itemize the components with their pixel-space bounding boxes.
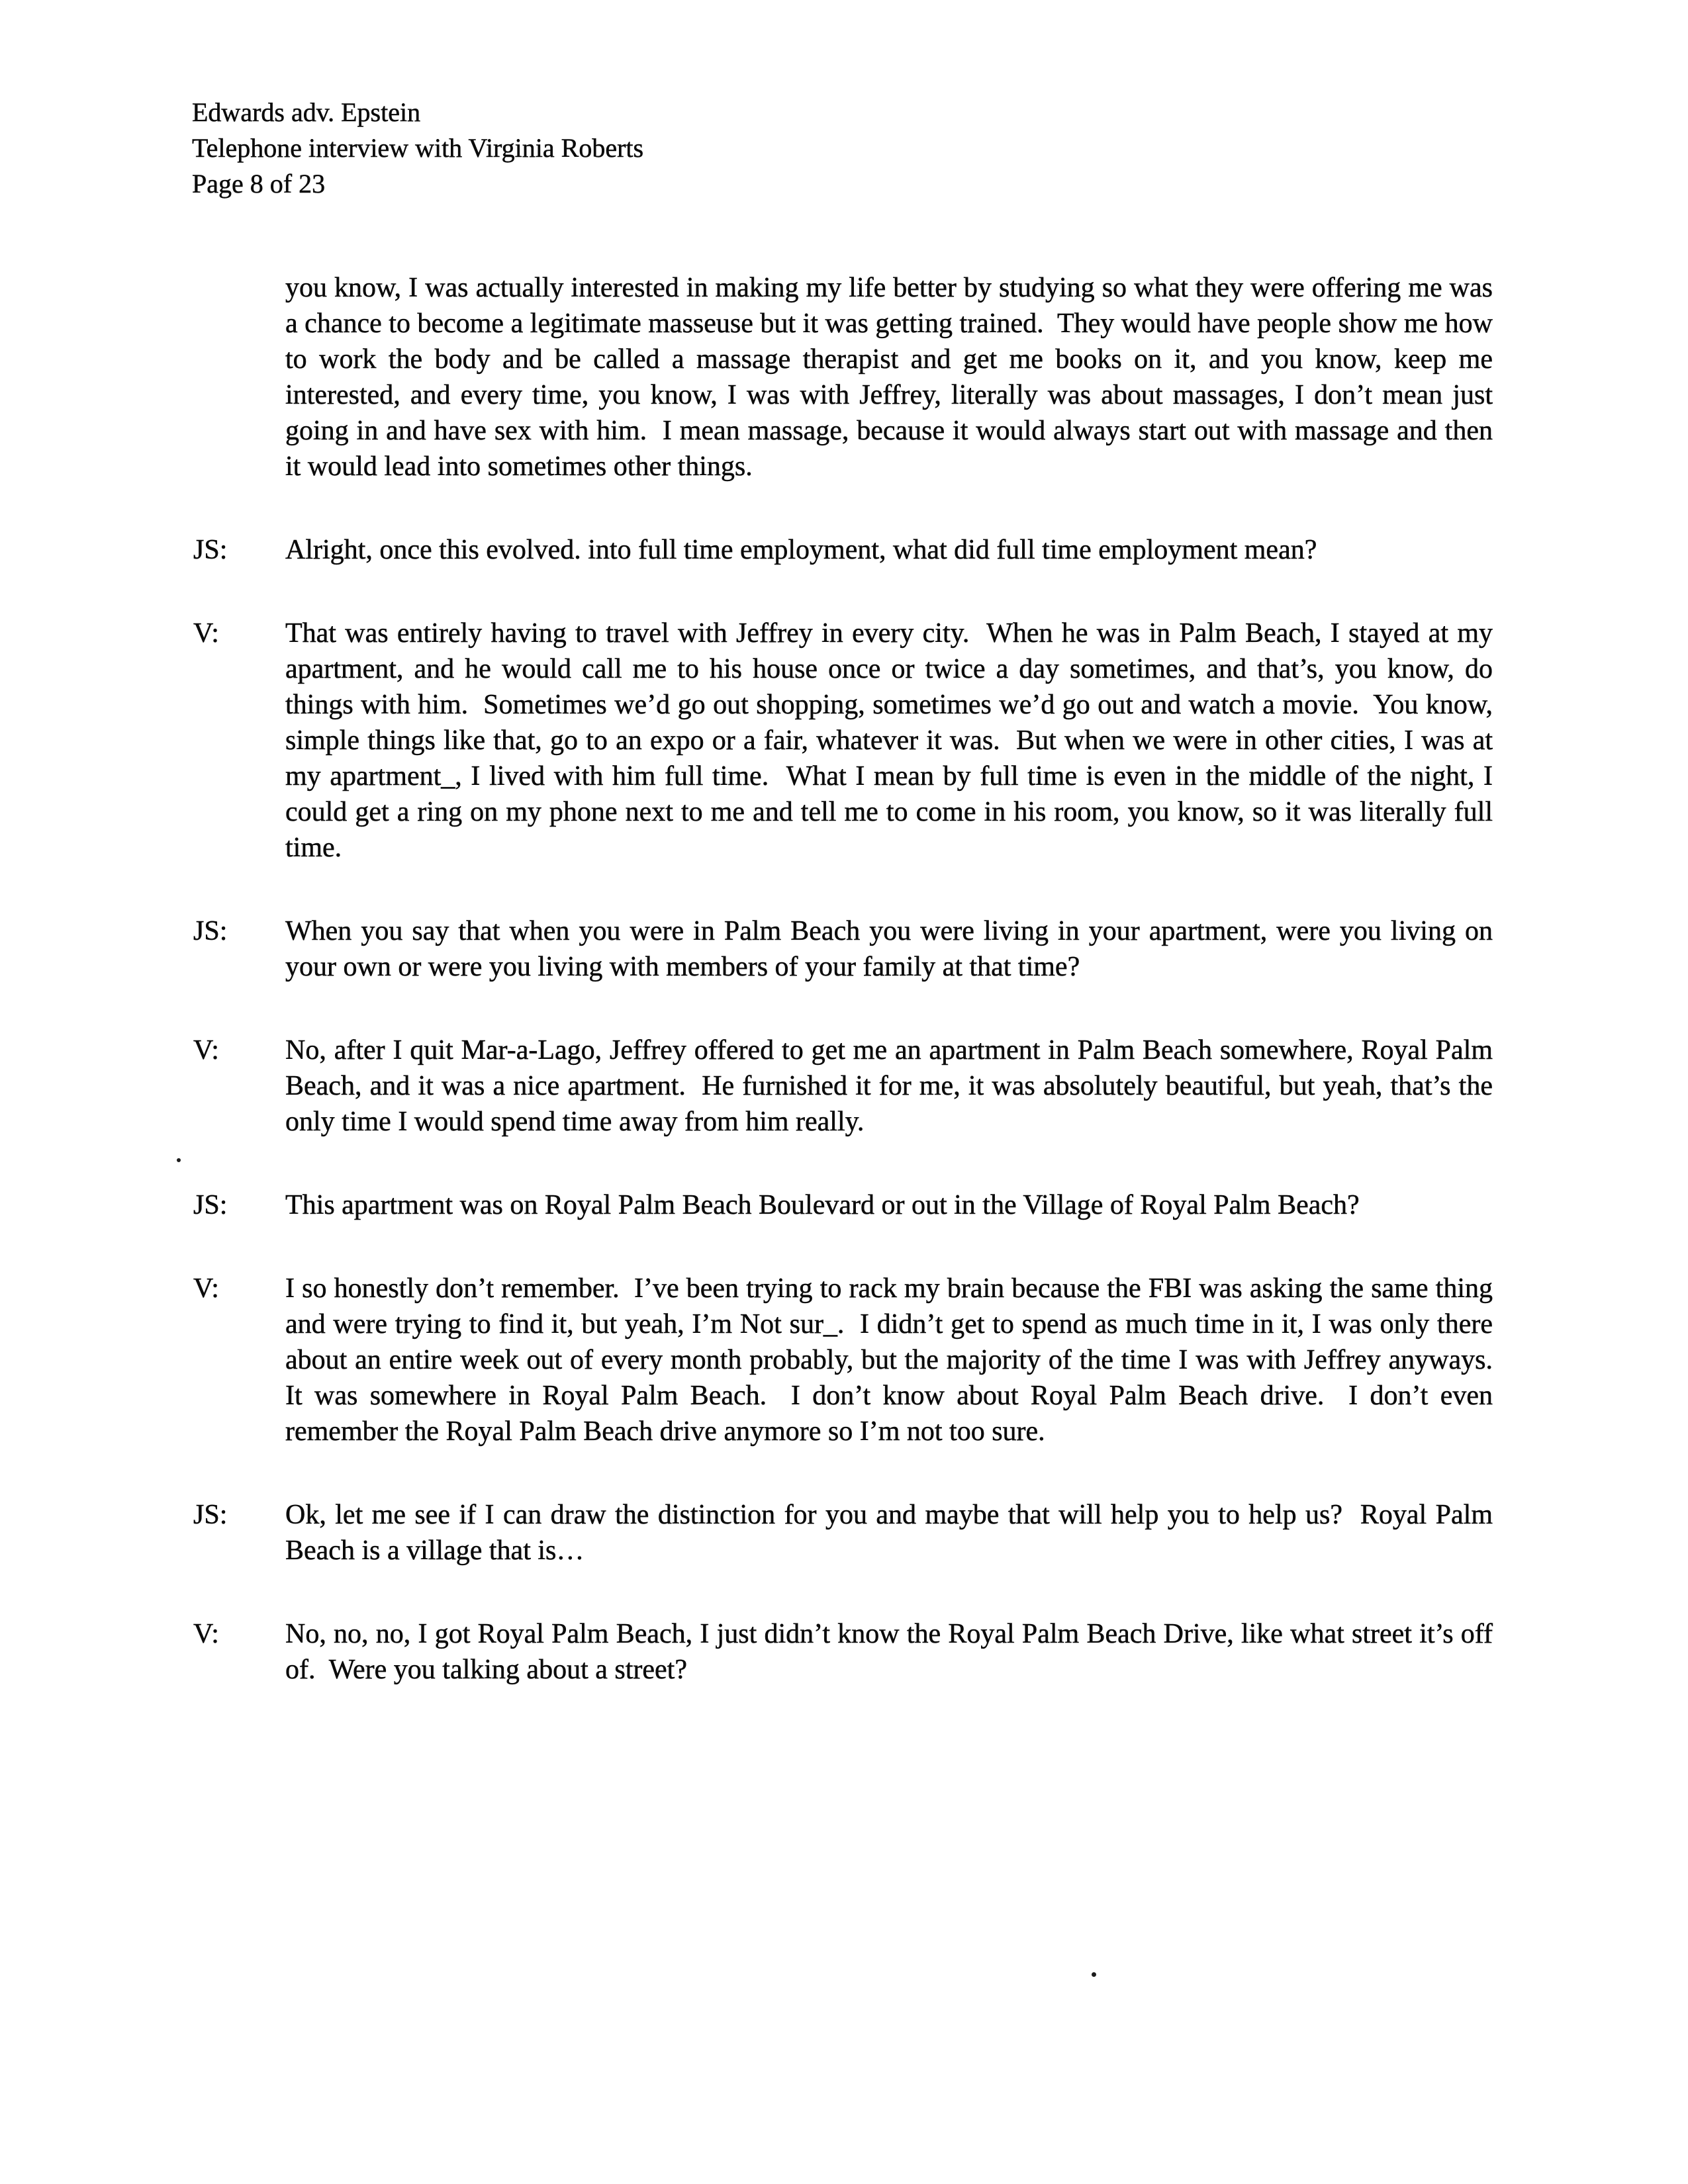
transcript-entry [193, 270, 1500, 484]
document-header [192, 95, 643, 202]
transcript-entry [193, 532, 1493, 568]
speech-text: No, no, no, I got Royal Palm Beach, I just didn’t know the Royal Palm Beach Drive, like what street it’s off of. Were you talking about a street? [285, 1619, 1500, 1685]
speaker-label: V: [193, 1035, 219, 1066]
speaker-label: JS: [193, 916, 228, 946]
speaker-label: JS: [193, 1500, 228, 1530]
speech-text: Ok, let me see if I can draw the distinction for you and maybe that will help you to help us? Royal Palm Beach is a village that is… [285, 1500, 1500, 1566]
transcript-entry [193, 1032, 1500, 1140]
speech-text: No, after I quit Mar-a-Lago, Jeffrey offered to get me an apartment in Palm Beach somewhere, Royal Palm Beach, and it was a nice apartment. He furnished it for me, it was absolutely beautiful, but yeah, that’s the only time I would spend time away from him really. [285, 1035, 1500, 1137]
speech-text: When you say that when you were in Palm Beach you were living in your apartment, were you living on your own or were you living with members of your family at that time? [285, 916, 1500, 982]
transcript-body [193, 270, 1507, 1735]
transcript-entry [193, 1616, 1500, 1688]
header-page-number: Page 8 of 23 [192, 169, 326, 199]
speaker-label: V: [193, 618, 219, 649]
speech-text: I so honestly don’t remember. I’ve been trying to rack my brain because the FBI was asking the same thing and were trying to find it, but yeah, I’m Not sur_. I didn’t get to spend as much time in it, I was only there about an entire week out of every month probably, but the majority of the time I was with Jeffrey anyways. It was somewhere in Royal Palm Beach. I don’t know about Royal Palm Beach drive. I don’t even remember the Royal Palm Beach drive anymore so I’m not too sure. [285, 1273, 1507, 1447]
transcript-entry [193, 913, 1500, 985]
header-subtitle: Telephone interview with Virginia Roberts [192, 133, 644, 163]
transcript-entry [193, 1497, 1500, 1569]
speech-text: This apartment was on Royal Palm Beach Boulevard or out in the Village of Royal Palm Beach? [285, 1190, 1360, 1220]
scan-speck [177, 1158, 181, 1162]
speech-text: That was entirely having to travel with Jeffrey in every city. When he was in Palm Beach, I stayed at my apartment, and he would call me to his house once or twice a day sometimes, and that’s, you know, do things with him. Sometimes we’d go out shopping, sometimes we’d go out and watch a movie. You know, simple things like that, go to an expo or a fair, whatever it was. But when we were in other cities, I was at my apartment_, I lived with him full time. What I mean by full time is even in the middle of the night, I could get a ring on my phone next to me and tell me to come in his room, you know, so it was literally full time. [285, 618, 1500, 863]
speaker-label: JS: [193, 535, 228, 565]
transcript-entry [193, 1271, 1507, 1449]
scan-speck [1092, 1972, 1096, 1977]
speaker-label: V: [193, 1619, 219, 1649]
speaker-label: V: [193, 1273, 219, 1304]
speaker-label: JS: [193, 1190, 228, 1220]
header-case-title: Edwards adv. Epstein [192, 97, 421, 127]
speech-text: Alright, once this evolved. into full time employment, what did full time employment mean? [285, 535, 1317, 565]
transcript-entry [193, 1187, 1493, 1223]
transcript-entry [193, 615, 1500, 866]
speech-text: you know, I was actually interested in making my life better by studying so what they were offering me was a chance to become a legitimate masseuse but it was getting trained. They would have people show me how to work the body and be called a massage therapist and get me books on it, and you know, keep me interested, and every time, you know, I was with Jeffrey, literally was about massages, I don’t mean just going in and have sex with him. I mean massage, because it would always start out with massage and then it would lead into sometimes other things. [285, 273, 1500, 482]
